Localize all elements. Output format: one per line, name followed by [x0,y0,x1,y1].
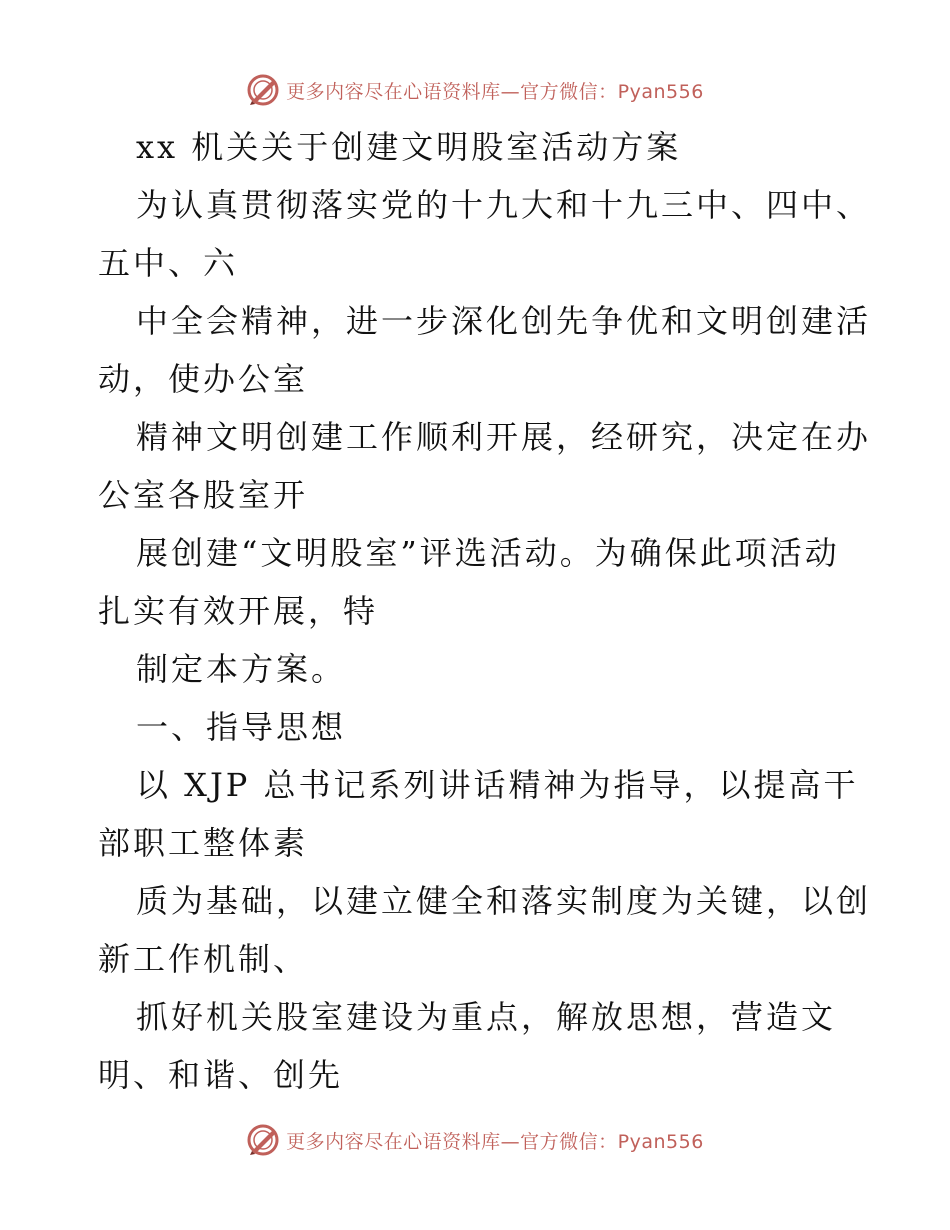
paragraph-line: 制定本方案。 [136,650,347,688]
paragraph-line: 展创建“文明股室”评选活动。为确保此项活动 [136,534,840,572]
header-watermark-banner [0,70,950,110]
paragraph-line: 动，使办公室 [98,360,309,398]
document-title: xx 机关关于创建文明股室活动方案 [136,128,682,166]
paragraph-line: 五中、六 [98,244,239,282]
paragraph-line: 部职工整体素 [98,824,309,862]
watermark-text: 更多内容尽在心语资料库—官方微信：Pyan556 [286,80,704,103]
paragraph-line: 公室各股室开 [98,476,309,514]
paragraph-line: 精神文明创建工作顺利开展，经研究，决定在办 [136,418,872,456]
paragraph-line: 质为基础，以建立健全和落实制度为关键，以创 [136,882,872,920]
paragraph-line: 中全会精神，进一步深化创先争优和文明创建活 [136,302,872,340]
paragraph-line: 扎实有效开展，特 [98,592,379,630]
paragraph-line: 新工作机制、 [98,940,309,978]
paragraph-line: 以 XJP 总书记系列讲话精神为指导，以提高干 [136,766,859,804]
paragraph-line: 抓好机关股室建设为重点，解放思想，营造文 [136,998,837,1036]
paragraph-line: 明、和谐、创先 [98,1056,344,1094]
paragraph-line: 为认真贯彻落实党的十九大和十九三中、四中、 [136,186,872,224]
section-heading: 一、指导思想 [136,708,347,746]
footer-watermark-banner [0,1120,950,1160]
pen-circle-logo-icon [246,1123,280,1157]
watermark-text: 更多内容尽在心语资料库—官方微信：Pyan556 [286,1130,704,1153]
pen-circle-logo-icon [246,73,280,107]
